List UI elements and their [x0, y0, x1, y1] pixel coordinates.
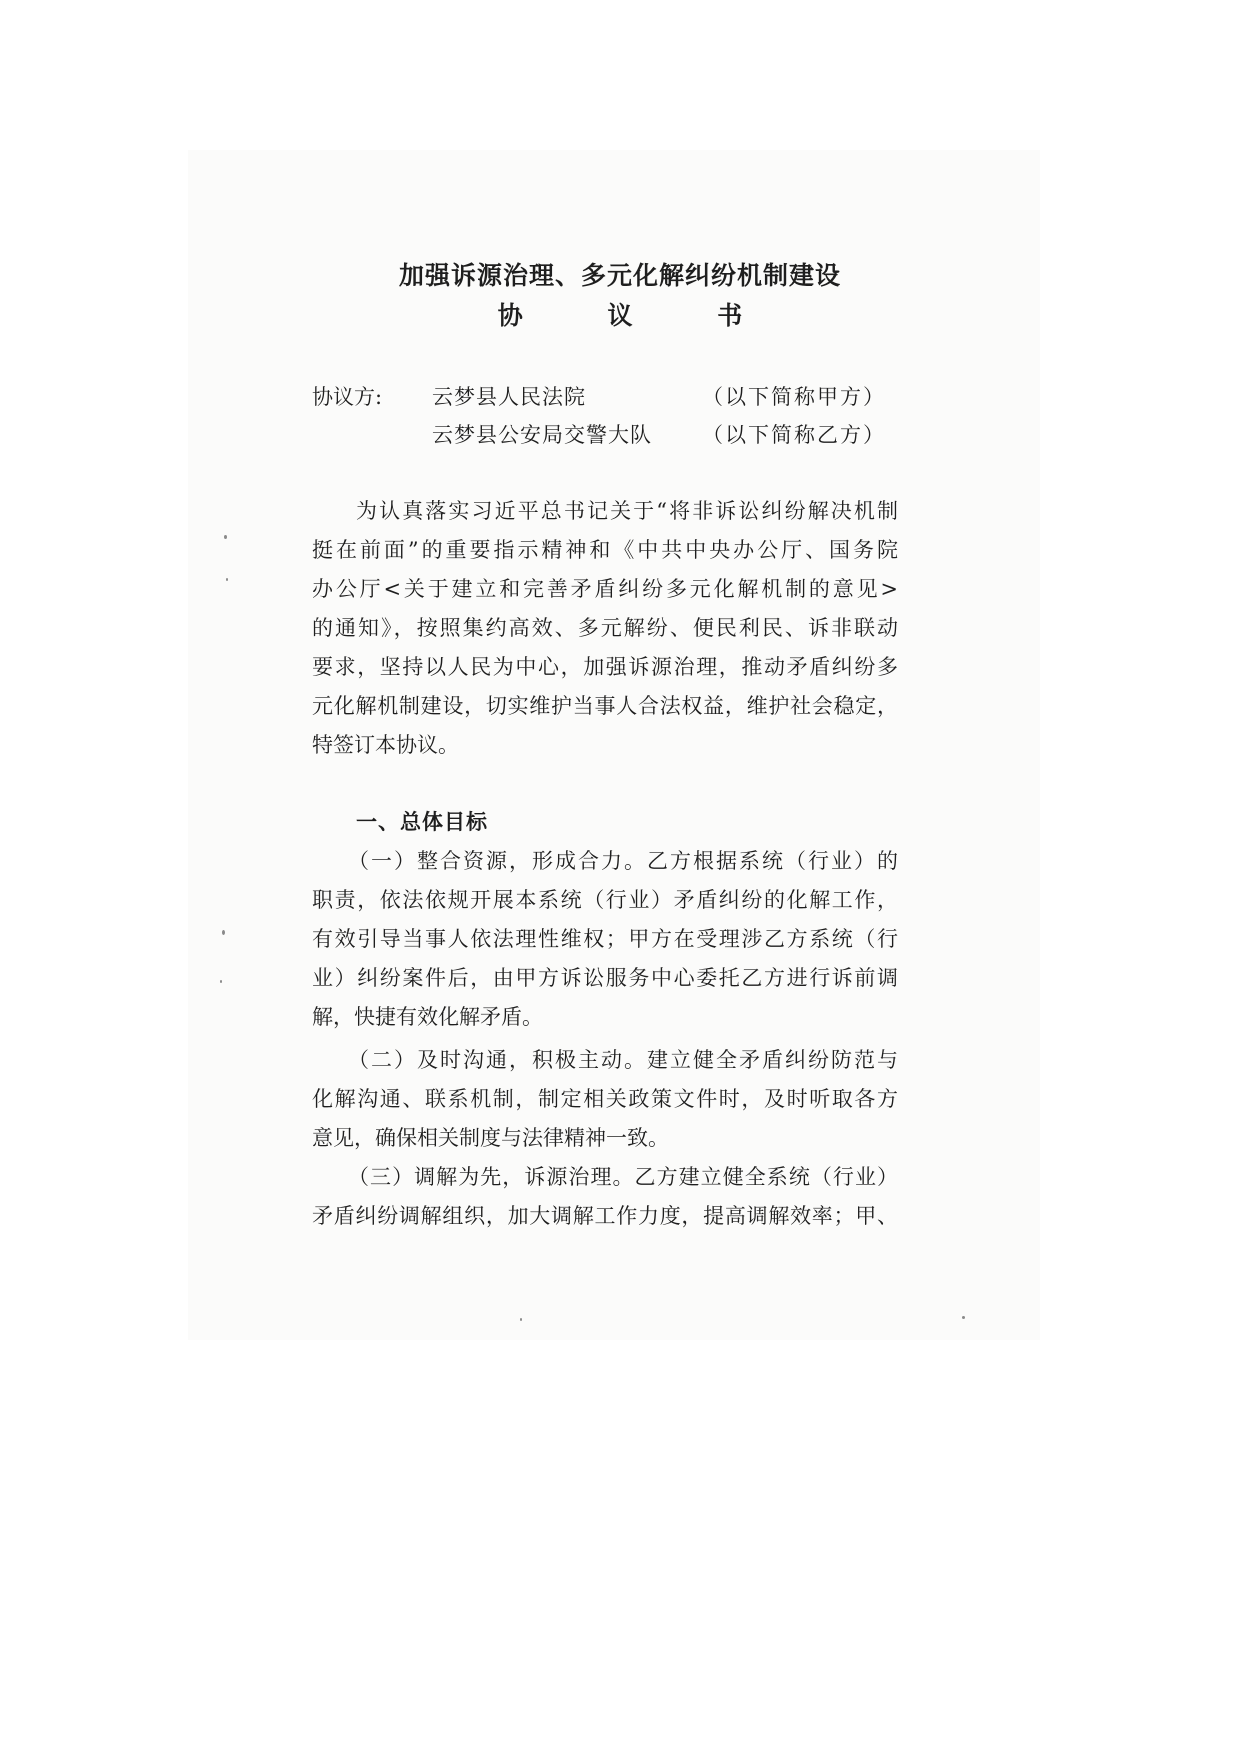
party-b-abbr: （以下简称乙方） [702, 423, 886, 447]
preamble-line: 挺在前面”的重要指示精神和《中共中央办公厅、国务院 [312, 538, 898, 562]
scan-speck [226, 578, 228, 581]
section-heading: 一、总体目标 [356, 810, 488, 834]
item1-line: 职责，依法依规开展本系统（行业）矛盾纠纷的化解工作， [312, 888, 898, 912]
item2-line: （二）及时沟通，积极主动。建立健全矛盾纠纷防范与 [348, 1048, 898, 1072]
preamble-line: 为认真落实习近平总书记关于“将非诉讼纠纷解决机制 [356, 499, 898, 523]
scan-speck [224, 535, 227, 539]
party-b-name: 云梦县公安局交警大队 [432, 423, 652, 447]
item3-line: 矛盾纠纷调解组织，加大调解工作力度，提高调解效率；甲、 [312, 1204, 898, 1228]
preamble-line: 元化解机制建设，切实维护当事人合法权益，维护社会稳定， [312, 694, 898, 718]
party-a-abbr: （以下简称甲方） [702, 385, 886, 409]
scan-speck [520, 1318, 522, 1321]
party-a-name: 云梦县人民法院 [432, 385, 586, 409]
item1-line: 业）纠纷案件后，由甲方诉讼服务中心委托乙方进行诉前调 [312, 966, 898, 990]
item3-line: （三）调解为先，诉源治理。乙方建立健全系统（行业） [348, 1165, 898, 1189]
scan-speck [220, 980, 222, 983]
parties-label: 协议方: [312, 385, 383, 409]
scan-speck [222, 930, 225, 935]
preamble-line: 要求，坚持以人民为中心，加强诉源治理，推动矛盾纠纷多 [312, 655, 898, 679]
scan-speck [962, 1316, 965, 1319]
preamble-line: 办公厅<关于建立和完善矛盾纠纷多元化解机制的意见> [312, 577, 898, 601]
preamble-line: 的通知》，按照集约高效、多元解纷、便民利民、诉非联动 [312, 616, 898, 640]
document-title: 加强诉源治理、多元化解纠纷机制建设 [398, 261, 841, 290]
item2-line: 化解沟通、联系机制，制定相关政策文件时，及时听取各方 [312, 1087, 898, 1111]
preamble-line: 特签订本协议。 [312, 733, 459, 757]
document-subtitle: 协 议 书 [497, 301, 781, 330]
item1-line: 有效引导当事人依法理性维权；甲方在受理涉乙方系统（行 [312, 927, 898, 951]
item1-line: 解，快捷有效化解矛盾。 [312, 1005, 543, 1029]
item2-line: 意见，确保相关制度与法律精神一致。 [312, 1126, 669, 1150]
item1-line: （一）整合资源，形成合力。乙方根据系统（行业）的 [348, 849, 898, 873]
